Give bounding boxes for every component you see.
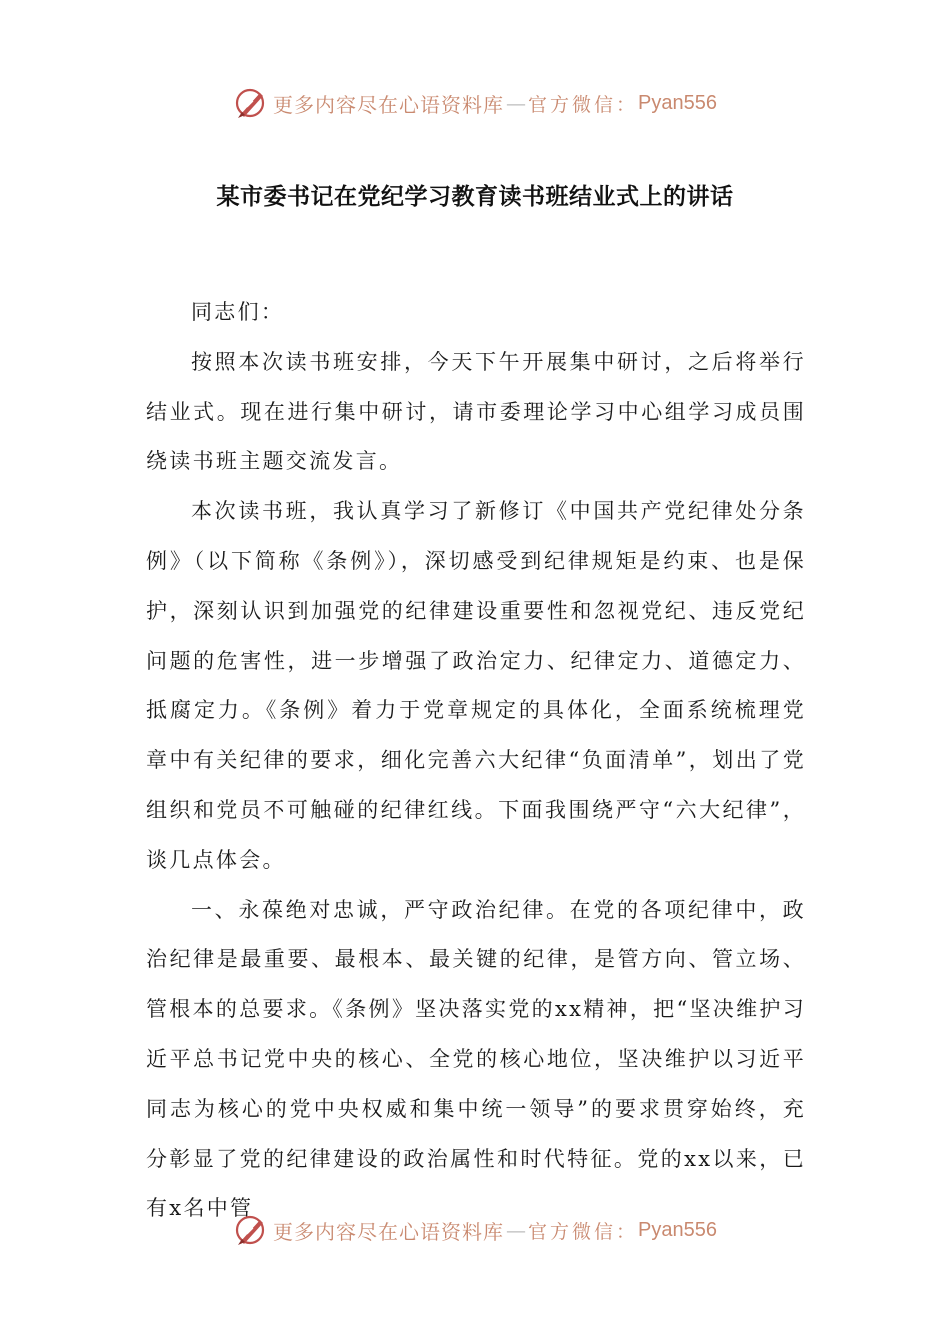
document-title: 某市委书记在党纪学习教育读书班结业式上的讲话 — [216, 183, 734, 210]
body-paragraph: 按照本次读书班安排，今天下午开展集中研讨，之后将举行结业式。现在进行集中研讨，请市委理论学习中心组学习成员围绕读书班主题交流发言。 — [146, 349, 806, 474]
body-paragraph: 本次读书班，我认真学习了新修订《中国共产党纪律处分条例》（以下简称《条例》），深切感受到纪律规矩是约束、也是保护，深刻认识到加强党的纪律建设重要性和忽视党纪、违反党纪问题的危害性，进一步增强了政治定力、纪律定力、道德定力、抵腐定力。《条例》着力于党章规定的具体化，全面系统梳理党章中有关纪律的要求，细化完善六大纪律“负面清单”，划出了党组织和党员不可触碰的纪律红线。下面我围绕严守“六大纪律”，谈几点体会。 — [146, 499, 806, 872]
banner-text: 更多内容尽在心语资料库 — [273, 1219, 504, 1244]
banner-text: 更多内容尽在心语资料库 — [273, 92, 504, 117]
banner-wechat-id: Pyan556 — [638, 91, 717, 114]
body-paragraph: 一、永葆绝对忠诚，严守政治纪律。在党的各项纪律中，政治纪律是最重要、最根本、最关键的纪律，是管方向、管立场、管根本的总要求。《条例》坚决落实党的xx精神，把“坚决维护习近平总书记党中央的核心、全党的核心地位，坚决维护以习近平同志为核心的党中央权威和集中统一领导”的要求贯穿始终，充分彰显了党的纪律建设的政治属性和时代特征。党的xx以来，已有x名中管 — [146, 897, 806, 1221]
banner-subtitle: 官方微信： — [528, 93, 639, 116]
banner-wechat-id: Pyan556 — [638, 1218, 717, 1241]
footer-banner — [0, 1210, 950, 1250]
header-banner — [0, 83, 950, 123]
banner-separator: — — [506, 91, 526, 115]
salutation: 同志们： — [191, 300, 285, 324]
document-body — [146, 288, 806, 1234]
banner-subtitle: 官方微信： — [528, 1220, 639, 1243]
pen-nib-logo-icon — [233, 85, 269, 121]
banner-separator: — — [506, 1218, 526, 1242]
pen-nib-logo-icon — [233, 1212, 269, 1248]
